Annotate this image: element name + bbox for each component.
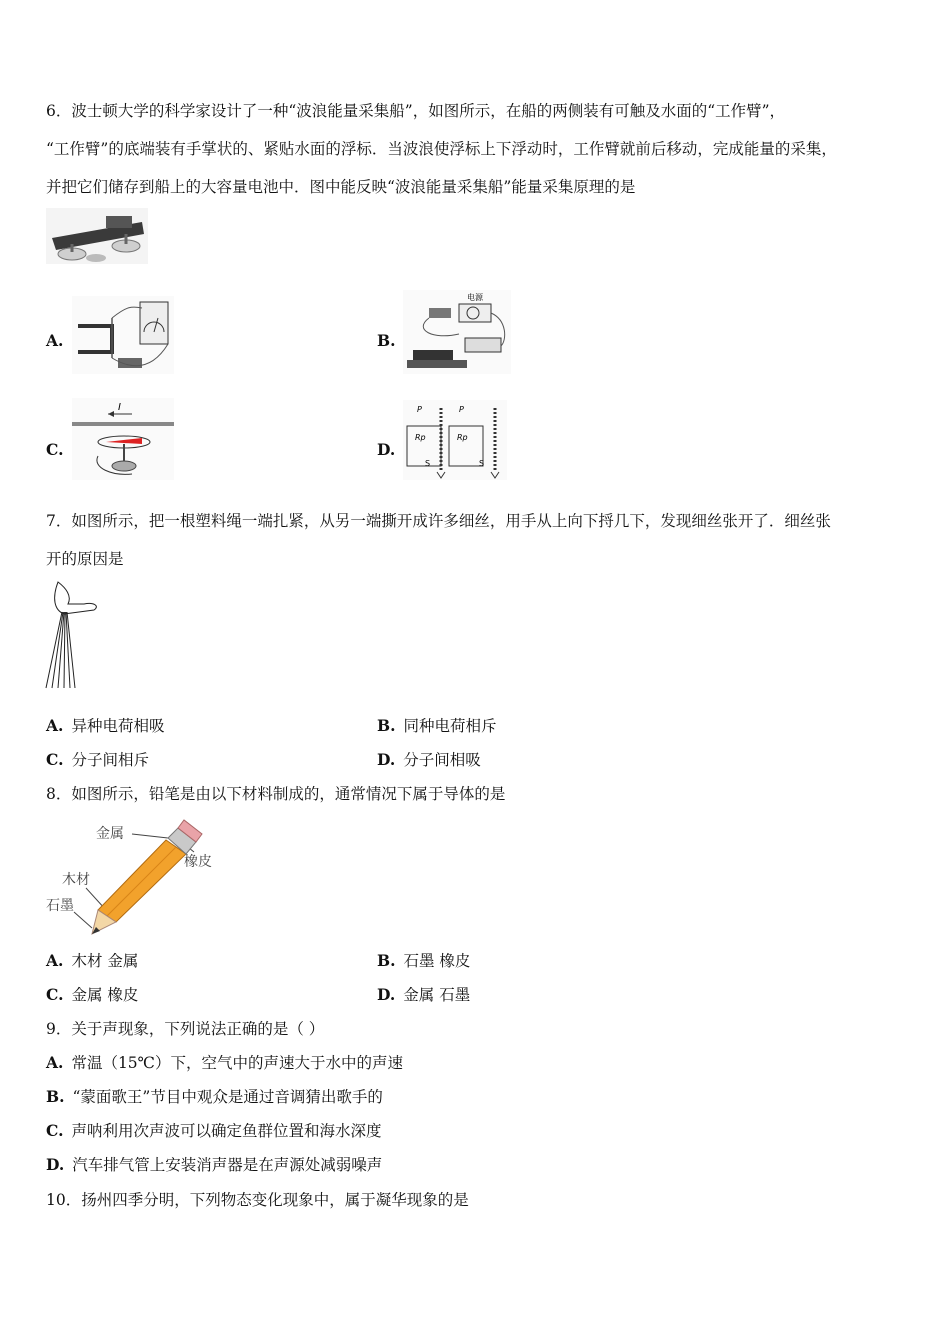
q9-option-c-letter: C. — [46, 1121, 64, 1140]
q6-option-d[interactable] — [377, 440, 403, 460]
q8-option-a-letter: A. — [46, 951, 64, 970]
electromagnet-experiment-figure — [403, 400, 507, 480]
q7-line-1: 7．如图所示，把一根塑料绳一端扎紧，从另一端撕开成许多细丝，用手从上向下捋几下，发现细丝张开了．细丝张 — [46, 512, 831, 530]
q8-option-c[interactable] — [46, 985, 138, 1005]
q8-option-d-text: 金属 石墨 — [403, 986, 471, 1004]
rheostat-right-label: Rp — [457, 433, 468, 442]
q8-line-1: 8．如图所示，铅笔是由以下材料制成的，通常情况下属于导体的是 — [46, 785, 506, 803]
pencil-figure — [44, 814, 224, 938]
wood-label: 木材 — [62, 872, 90, 888]
q6-option-c[interactable] — [46, 440, 71, 460]
rubber-label: 橡皮 — [184, 854, 212, 870]
current-label: I — [118, 402, 121, 413]
q9-option-d[interactable] — [46, 1155, 382, 1175]
rheostat-left-label: Rp — [415, 433, 426, 442]
q7-option-d-text: 分子间相吸 — [403, 751, 481, 769]
q7-option-b-text: 同种电荷相斥 — [403, 717, 497, 735]
q9-option-c[interactable] — [46, 1121, 381, 1141]
graphite-label: 石墨 — [46, 898, 74, 914]
q7-option-b-letter: B. — [377, 716, 396, 735]
q7-option-d[interactable] — [377, 750, 481, 770]
switch-right-label: S — [479, 459, 485, 468]
q8-option-b-text: 石墨 橡皮 — [403, 952, 471, 970]
q7-option-c-letter: C. — [46, 750, 64, 769]
q8-option-b-letter: B. — [377, 951, 396, 970]
q7-option-d-letter: D. — [377, 750, 396, 769]
q9-option-c-text: 声呐利用次声波可以确定鱼群位置和海水深度 — [71, 1122, 382, 1140]
q7-option-b[interactable] — [377, 716, 497, 736]
q8-option-c-text: 金属 橡皮 — [71, 986, 139, 1004]
q8-option-b[interactable] — [377, 951, 470, 971]
q7-option-c[interactable] — [46, 750, 149, 770]
q8-option-d-letter: D. — [377, 985, 396, 1004]
q9-option-a[interactable] — [46, 1053, 403, 1073]
plastic-strings-figure — [44, 580, 104, 692]
q10-line-1: 10．扬州四季分明，下列物态变化现象中，属于凝华现象的是 — [46, 1191, 469, 1209]
q7-line-2: 开的原因是 — [46, 550, 124, 568]
motor-experiment-figure — [403, 290, 511, 374]
q6-option-c-letter: C. — [46, 440, 64, 459]
q8-option-a[interactable] — [46, 951, 138, 971]
q7-option-a-letter: A. — [46, 716, 64, 735]
metal-label: 金属 — [96, 826, 124, 842]
q9-option-b-text: “蒙面歌王”节目中观众是通过音调猜出歌手的 — [72, 1088, 383, 1106]
q6-option-d-letter: D. — [377, 440, 396, 459]
q8-option-c-letter: C. — [46, 985, 64, 1004]
q6-line-1: 6．波士顿大学的科学家设计了一种“波浪能量采集船”，如图所示，在船的两侧装有可触及水面的“工作臂”， — [46, 102, 786, 120]
q6-line-3: 并把它们储存到船上的大容量电池中．图中能反映“波浪能量采集船”能量采集原理的是 — [46, 178, 636, 196]
q6-option-b-letter: B. — [377, 331, 396, 350]
oersted-experiment-figure — [72, 398, 174, 480]
q7-option-a[interactable] — [46, 716, 164, 736]
power-source-label: 电源 — [467, 293, 483, 302]
switch-left-label: S — [425, 459, 431, 468]
wave-energy-boat-figure — [46, 208, 148, 264]
generator-experiment-figure — [72, 296, 174, 374]
q9-option-b-letter: B. — [46, 1087, 65, 1106]
q9-line-1: 9．关于声现象，下列说法正确的是（ ） — [46, 1020, 325, 1038]
q6-option-a[interactable] — [46, 331, 71, 351]
slider-p-left-label: P — [417, 405, 422, 414]
q7-option-c-text: 分子间相斥 — [71, 751, 149, 769]
q6-option-b[interactable] — [377, 331, 404, 351]
q9-option-b[interactable] — [46, 1087, 383, 1107]
q9-option-d-text: 汽车排气管上安装消声器是在声源处减弱噪声 — [72, 1156, 383, 1174]
q8-option-d[interactable] — [377, 985, 470, 1005]
q9-option-a-text: 常温（15℃）下，空气中的声速大于水中的声速 — [71, 1054, 404, 1072]
q9-option-d-letter: D. — [46, 1155, 65, 1174]
slider-p-right-label: P — [459, 405, 464, 414]
q6-line-2: “工作臂”的底端装有手掌状的、紧贴水面的浮标．当波浪使浮标上下浮动时，工作臂就前后移动，完成能量的采集， — [46, 140, 837, 158]
q8-option-a-text: 木材 金属 — [71, 952, 139, 970]
q7-option-a-text: 异种电荷相吸 — [71, 717, 165, 735]
q6-option-a-letter: A. — [46, 331, 64, 350]
q9-option-a-letter: A. — [46, 1053, 64, 1072]
